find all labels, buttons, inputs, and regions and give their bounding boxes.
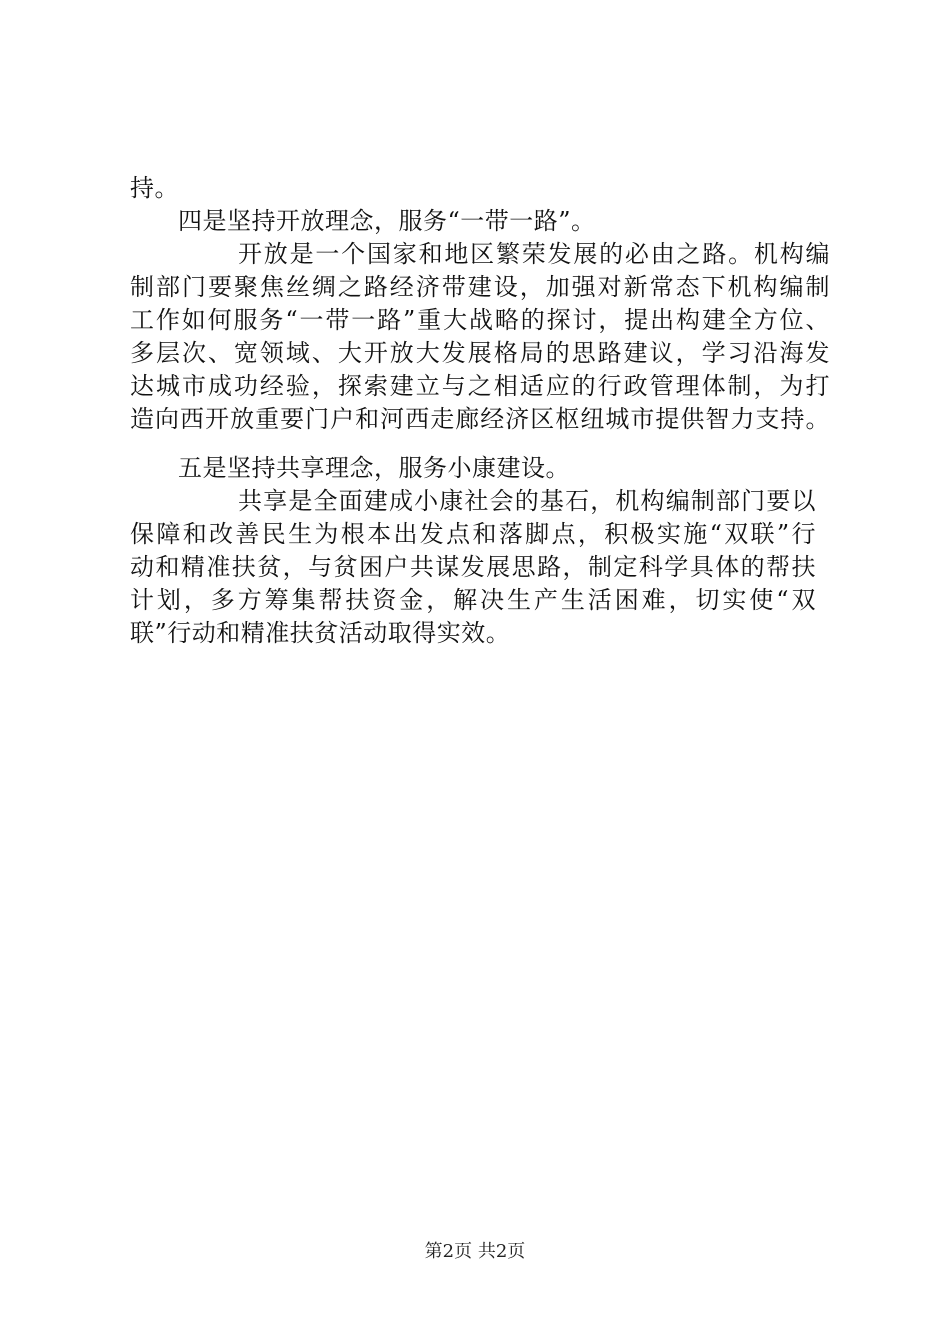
text-line: 工作如何服务“一带一路”重大战略的探讨，提出构建全方位、 [130, 306, 830, 334]
page-footer: 第2页 共2页 [424, 1241, 526, 1262]
text-line: 达城市成功经验，探索建立与之相适应的行政管理体制，为打 [130, 372, 830, 400]
section-heading: 五是坚持共享理念，服务小康建设。 [178, 454, 570, 482]
text-line: 制部门要聚焦丝绸之路经济带建设，加强对新常态下机构编制 [130, 273, 830, 301]
text-line: 联”行动和精准扶贫活动取得实效。 [130, 619, 511, 647]
text-line: 保障和改善民生为根本出发点和落脚点，积极实施“双联”行 [130, 520, 816, 548]
text-line: 造向西开放重要门户和河西走廊经济区枢纽城市提供智力支持。 [130, 405, 830, 433]
section-heading: 四是坚持开放理念，服务“一带一路”。 [178, 207, 596, 235]
text-line: 持。 [130, 174, 179, 202]
text-line: 共享是全面建成小康社会的基石，机构编制部门要以 [238, 487, 816, 515]
text-line: 计划，多方筹集帮扶资金，解决生产生活困难，切实使“双 [130, 586, 816, 614]
text-line: 开放是一个国家和地区繁荣发展的必由之路。机构编 [238, 240, 830, 268]
text-line: 动和精准扶贫，与贫困户共谋发展思路，制定科学具体的帮扶 [130, 553, 816, 581]
text-line: 多层次、宽领域、大开放大发展格局的思路建议，学习沿海发 [130, 339, 830, 367]
